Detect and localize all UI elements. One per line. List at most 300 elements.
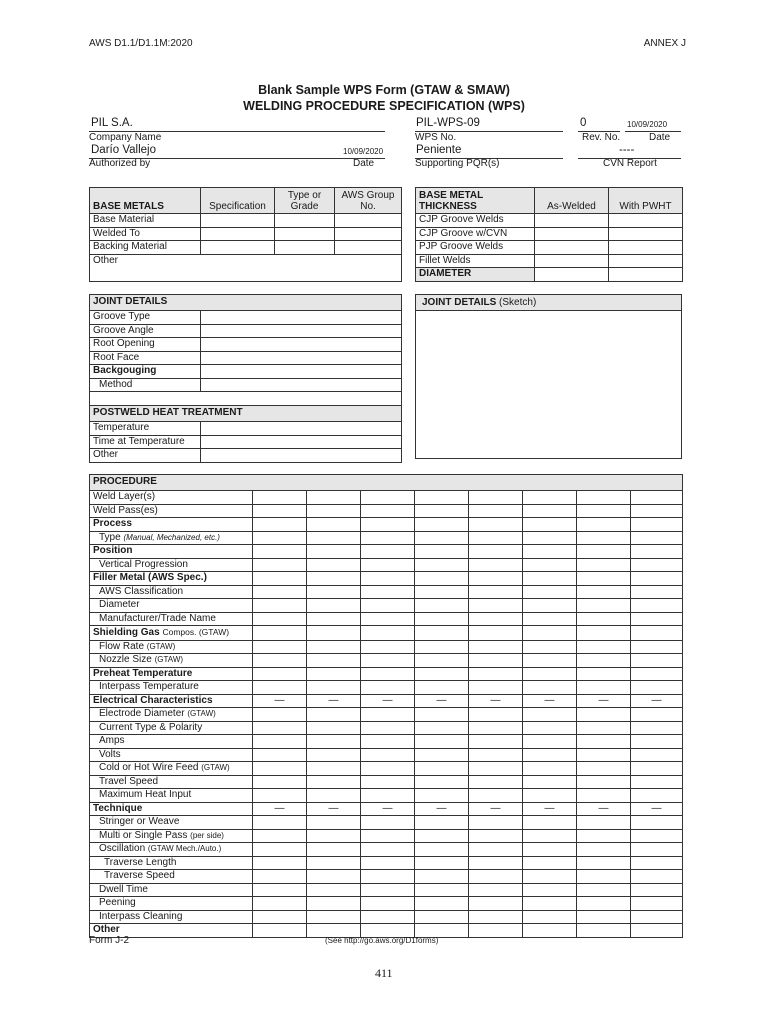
procedure-cell[interactable] [469,491,523,505]
cell[interactable] [335,214,402,228]
procedure-cell[interactable] [577,654,631,668]
procedure-cell[interactable] [469,504,523,518]
procedure-cell[interactable] [361,897,415,911]
procedure-cell[interactable] [253,518,307,532]
procedure-cell[interactable] [361,599,415,613]
procedure-cell[interactable] [631,748,683,762]
joint-sketch-box[interactable] [415,294,682,459]
procedure-cell[interactable] [307,558,361,572]
procedure-cell[interactable] [307,735,361,749]
procedure-cell[interactable] [307,708,361,722]
procedure-cell[interactable] [523,843,577,857]
procedure-cell[interactable] [253,924,307,938]
procedure-cell[interactable] [415,531,469,545]
cell[interactable] [201,214,275,228]
procedure-cell[interactable] [523,681,577,695]
procedure-cell[interactable] [631,654,683,668]
procedure-cell[interactable] [469,775,523,789]
cell[interactable] [609,214,683,228]
procedure-cell[interactable] [415,897,469,911]
procedure-cell[interactable] [361,612,415,626]
procedure-cell[interactable] [253,612,307,626]
procedure-cell[interactable] [415,491,469,505]
procedure-cell[interactable] [523,910,577,924]
forms-link[interactable]: (See http://go.aws.org/D1forms) [325,936,439,945]
procedure-cell[interactable] [631,816,683,830]
procedure-cell[interactable] [415,572,469,586]
procedure-cell[interactable] [631,708,683,722]
procedure-cell[interactable] [631,897,683,911]
cell[interactable] [201,378,402,392]
procedure-cell[interactable] [415,545,469,559]
procedure-cell[interactable] [523,667,577,681]
cell[interactable] [275,241,335,255]
procedure-cell[interactable] [577,612,631,626]
cvn-value[interactable]: ---- [619,144,635,156]
procedure-cell[interactable] [577,870,631,884]
procedure-cell[interactable] [361,708,415,722]
procedure-cell[interactable] [469,816,523,830]
procedure-cell[interactable] [253,585,307,599]
procedure-cell[interactable] [577,762,631,776]
procedure-cell[interactable] [469,748,523,762]
procedure-cell[interactable] [631,843,683,857]
procedure-cell[interactable] [307,789,361,803]
procedure-cell[interactable] [469,599,523,613]
cell[interactable] [201,422,402,436]
procedure-cell[interactable] [469,843,523,857]
procedure-cell[interactable] [469,708,523,722]
procedure-cell[interactable] [577,572,631,586]
procedure-cell[interactable] [307,816,361,830]
procedure-cell[interactable] [415,626,469,641]
procedure-cell[interactable] [307,775,361,789]
procedure-cell[interactable] [523,491,577,505]
procedure-cell[interactable] [253,816,307,830]
cell[interactable] [609,227,683,241]
procedure-cell[interactable] [631,721,683,735]
procedure-cell[interactable] [307,640,361,654]
procedure-row-label [90,572,253,586]
procedure-cell[interactable] [253,531,307,545]
procedure-cell[interactable] [361,883,415,897]
procedure-cell[interactable] [415,829,469,843]
procedure-cell[interactable] [361,762,415,776]
procedure-cell[interactable] [307,545,361,559]
procedure-cell[interactable] [415,883,469,897]
procedure-cell[interactable] [307,612,361,626]
procedure-cell[interactable] [253,870,307,884]
procedure-cell[interactable] [253,654,307,668]
cell[interactable] [201,311,402,325]
procedure-cell[interactable] [577,748,631,762]
procedure-cell[interactable] [523,816,577,830]
procedure-cell[interactable] [253,762,307,776]
procedure-cell[interactable] [415,870,469,884]
procedure-row [90,843,683,857]
procedure-cell[interactable] [631,775,683,789]
procedure-cell[interactable] [523,585,577,599]
procedure-cell[interactable] [253,640,307,654]
procedure-cell[interactable] [469,654,523,668]
procedure-cell[interactable] [361,856,415,870]
procedure-cell[interactable] [577,721,631,735]
rev-no-value[interactable]: 0 [580,117,587,129]
procedure-cell[interactable] [415,518,469,532]
procedure-cell[interactable] [361,816,415,830]
procedure-cell[interactable] [523,870,577,884]
procedure-cell[interactable] [307,924,361,938]
procedure-cell[interactable] [577,816,631,830]
procedure-cell[interactable] [415,762,469,776]
procedure-cell[interactable] [523,735,577,749]
procedure-cell[interactable] [415,775,469,789]
procedure-cell[interactable] [307,843,361,857]
procedure-cell[interactable] [523,897,577,911]
cell[interactable] [201,435,402,449]
procedure-cell[interactable] [523,531,577,545]
procedure-cell[interactable] [469,640,523,654]
procedure-cell[interactable] [307,870,361,884]
procedure-cell[interactable] [631,870,683,884]
cell[interactable] [609,241,683,255]
procedure-cell[interactable] [577,681,631,695]
procedure-cell[interactable] [307,681,361,695]
procedure-cell[interactable] [577,735,631,749]
cell[interactable] [275,214,335,228]
procedure-cell[interactable] [253,775,307,789]
procedure-cell[interactable] [577,599,631,613]
procedure-cell[interactable] [577,491,631,505]
procedure-cell[interactable] [253,572,307,586]
procedure-cell[interactable] [307,856,361,870]
procedure-cell[interactable] [469,721,523,735]
procedure-cell[interactable] [577,558,631,572]
procedure-cell[interactable] [523,599,577,613]
procedure-cell[interactable] [469,910,523,924]
procedure-cell[interactable] [469,870,523,884]
row-label[interactable]: Other [90,254,402,281]
procedure-cell[interactable] [577,856,631,870]
authorized-by-value[interactable]: Darío Vallejo [91,144,156,156]
procedure-cell[interactable] [415,504,469,518]
procedure-cell[interactable] [523,775,577,789]
procedure-cell[interactable] [361,789,415,803]
procedure-cell[interactable] [631,612,683,626]
procedure-cell[interactable] [307,626,361,641]
procedure-cell[interactable] [631,924,683,938]
cell[interactable] [201,365,402,379]
procedure-cell[interactable] [415,910,469,924]
procedure-cell[interactable] [253,910,307,924]
cell[interactable] [201,241,275,255]
procedure-cell[interactable] [361,518,415,532]
procedure-cell[interactable] [523,640,577,654]
procedure-cell[interactable] [415,612,469,626]
company-name-value[interactable]: PIL S.A. [91,117,133,129]
procedure-cell[interactable] [415,816,469,830]
procedure-cell[interactable] [469,762,523,776]
procedure-cell[interactable] [577,585,631,599]
procedure-cell[interactable] [469,897,523,911]
procedure-cell[interactable] [415,585,469,599]
row-label-text: AWS Classification [99,585,184,597]
procedure-cell[interactable] [307,762,361,776]
procedure-cell[interactable] [307,599,361,613]
procedure-cell[interactable] [307,654,361,668]
procedure-cell[interactable] [361,735,415,749]
procedure-cell[interactable] [253,667,307,681]
procedure-cell[interactable] [523,856,577,870]
procedure-cell[interactable] [361,572,415,586]
procedure-row [90,789,683,803]
procedure-cell[interactable] [631,667,683,681]
procedure-cell[interactable] [415,558,469,572]
procedure-cell[interactable] [631,545,683,559]
cell[interactable] [609,254,683,268]
cell[interactable] [275,227,335,241]
procedure-cell[interactable] [631,491,683,505]
procedure-cell[interactable] [253,504,307,518]
procedure-cell[interactable] [577,708,631,722]
procedure-cell[interactable] [523,572,577,586]
procedure-cell[interactable] [361,640,415,654]
procedure-cell[interactable] [253,897,307,911]
procedure-cell[interactable] [253,599,307,613]
procedure-cell[interactable] [577,545,631,559]
procedure-cell[interactable] [631,531,683,545]
procedure-cell[interactable] [469,856,523,870]
procedure-cell[interactable] [469,545,523,559]
procedure-cell[interactable] [523,789,577,803]
procedure-cell: — [631,694,683,708]
procedure-cell[interactable] [577,504,631,518]
procedure-cell[interactable] [577,775,631,789]
procedure-cell[interactable] [523,518,577,532]
procedure-cell[interactable] [415,654,469,668]
procedure-cell[interactable] [469,789,523,803]
procedure-row [90,599,683,613]
procedure-cell[interactable] [577,640,631,654]
procedure-cell[interactable] [469,667,523,681]
procedure-cell[interactable] [577,531,631,545]
procedure-cell[interactable] [577,883,631,897]
procedure-cell[interactable] [307,531,361,545]
procedure-cell[interactable] [361,721,415,735]
procedure-cell[interactable] [361,870,415,884]
procedure-cell[interactable] [307,572,361,586]
cell[interactable] [535,241,609,255]
procedure-cell[interactable] [577,924,631,938]
rev-date-label: Date [649,132,671,143]
procedure-cell[interactable] [631,626,683,641]
cell[interactable] [201,324,402,338]
procedure-cell[interactable] [361,829,415,843]
procedure-cell[interactable] [253,856,307,870]
procedure-cell[interactable] [415,599,469,613]
cell[interactable] [535,268,609,282]
procedure-cell[interactable] [631,504,683,518]
procedure-cell[interactable] [307,504,361,518]
procedure-cell[interactable] [361,775,415,789]
procedure-cell[interactable] [415,924,469,938]
procedure-cell[interactable] [253,829,307,843]
procedure-cell[interactable] [253,883,307,897]
procedure-cell[interactable] [577,910,631,924]
procedure-cell[interactable] [577,667,631,681]
row-label-text: Weld Pass(es) [93,504,158,516]
procedure-cell[interactable] [577,518,631,532]
procedure-cell[interactable] [469,924,523,938]
procedure-cell[interactable] [469,531,523,545]
procedure-cell[interactable] [631,585,683,599]
procedure-cell[interactable] [523,626,577,641]
procedure-cell[interactable] [577,789,631,803]
procedure-cell[interactable] [469,572,523,586]
procedure-cell[interactable] [361,545,415,559]
procedure-cell[interactable] [307,518,361,532]
procedure-cell[interactable] [631,856,683,870]
procedure-cell[interactable] [307,748,361,762]
cell[interactable] [201,449,402,463]
procedure-cell[interactable] [361,531,415,545]
procedure-cell[interactable] [307,491,361,505]
procedure-cell[interactable] [631,829,683,843]
procedure-cell[interactable] [361,491,415,505]
procedure-cell[interactable] [469,883,523,897]
procedure-cell[interactable] [469,681,523,695]
procedure-cell[interactable] [631,640,683,654]
procedure-cell[interactable] [361,504,415,518]
procedure-cell[interactable] [361,585,415,599]
cell[interactable] [201,351,402,365]
procedure-cell[interactable] [523,545,577,559]
procedure-cell[interactable] [631,789,683,803]
procedure-cell[interactable] [361,924,415,938]
pqr-value[interactable]: Peniente [416,144,462,156]
procedure-cell[interactable] [253,545,307,559]
procedure-cell[interactable] [469,626,523,641]
procedure-cell[interactable] [415,856,469,870]
procedure-cell[interactable] [523,762,577,776]
procedure-cell[interactable] [631,762,683,776]
procedure-cell[interactable] [523,883,577,897]
procedure-cell[interactable] [631,681,683,695]
procedure-cell[interactable] [631,518,683,532]
cell[interactable] [335,227,402,241]
cell[interactable] [535,214,609,228]
procedure-cell[interactable] [361,654,415,668]
procedure-cell[interactable] [361,748,415,762]
procedure-cell[interactable] [631,599,683,613]
procedure-cell[interactable] [307,585,361,599]
procedure-cell[interactable] [523,924,577,938]
cell[interactable] [535,227,609,241]
procedure-cell[interactable] [631,558,683,572]
procedure-cell[interactable] [523,748,577,762]
procedure-cell[interactable] [253,843,307,857]
procedure-cell[interactable] [253,558,307,572]
procedure-cell[interactable] [469,829,523,843]
procedure-cell[interactable] [577,897,631,911]
procedure-cell: — [469,802,523,816]
procedure-row-label [90,694,253,708]
procedure-cell[interactable] [361,843,415,857]
procedure-cell[interactable] [577,626,631,641]
cell[interactable] [609,268,683,282]
procedure-cell[interactable] [523,504,577,518]
procedure-cell[interactable] [253,626,307,641]
procedure-cell[interactable] [307,910,361,924]
cell[interactable] [201,227,275,241]
procedure-cell[interactable] [523,654,577,668]
procedure-cell[interactable] [523,829,577,843]
procedure-cell[interactable] [469,585,523,599]
procedure-cell[interactable] [307,883,361,897]
procedure-cell[interactable] [253,721,307,735]
procedure-cell[interactable] [415,735,469,749]
procedure-cell[interactable] [631,572,683,586]
procedure-cell[interactable] [631,735,683,749]
procedure-cell[interactable] [415,708,469,722]
procedure-cell[interactable] [253,491,307,505]
procedure-cell[interactable] [307,829,361,843]
procedure-cell[interactable] [577,843,631,857]
procedure-cell[interactable] [361,558,415,572]
procedure-cell[interactable] [469,612,523,626]
procedure-cell[interactable] [523,558,577,572]
procedure-cell[interactable] [631,910,683,924]
cell[interactable] [335,241,402,255]
procedure-cell[interactable] [523,708,577,722]
procedure-cell[interactable] [415,843,469,857]
procedure-cell[interactable] [415,789,469,803]
procedure-cell[interactable] [469,735,523,749]
procedure-cell[interactable] [523,721,577,735]
procedure-cell[interactable] [361,667,415,681]
procedure-cell[interactable] [469,558,523,572]
procedure-cell[interactable] [469,518,523,532]
procedure-cell[interactable] [523,612,577,626]
procedure-cell[interactable] [415,748,469,762]
procedure-cell[interactable] [361,910,415,924]
wps-no-value[interactable]: PIL-WPS-09 [416,117,480,129]
procedure-cell[interactable] [307,721,361,735]
procedure-cell[interactable] [361,626,415,641]
procedure-row-label [90,775,253,789]
procedure-row [90,748,683,762]
procedure-cell[interactable] [307,897,361,911]
procedure-cell[interactable] [361,681,415,695]
procedure-cell[interactable] [631,883,683,897]
procedure-cell[interactable] [253,789,307,803]
cell[interactable] [201,338,402,352]
cell[interactable] [535,254,609,268]
auth-date-value[interactable]: 10/09/2020 [343,147,384,156]
procedure-row [90,585,683,599]
procedure-cell[interactable] [415,721,469,735]
procedure-cell[interactable] [577,829,631,843]
procedure-cell[interactable] [253,748,307,762]
procedure-cell[interactable] [253,708,307,722]
rev-date-value[interactable]: 10/09/2020 [627,120,668,129]
procedure-cell[interactable] [253,681,307,695]
procedure-cell[interactable] [415,640,469,654]
procedure-cell[interactable] [415,667,469,681]
procedure-cell[interactable] [415,681,469,695]
procedure-cell[interactable] [307,667,361,681]
procedure-cell[interactable] [253,735,307,749]
